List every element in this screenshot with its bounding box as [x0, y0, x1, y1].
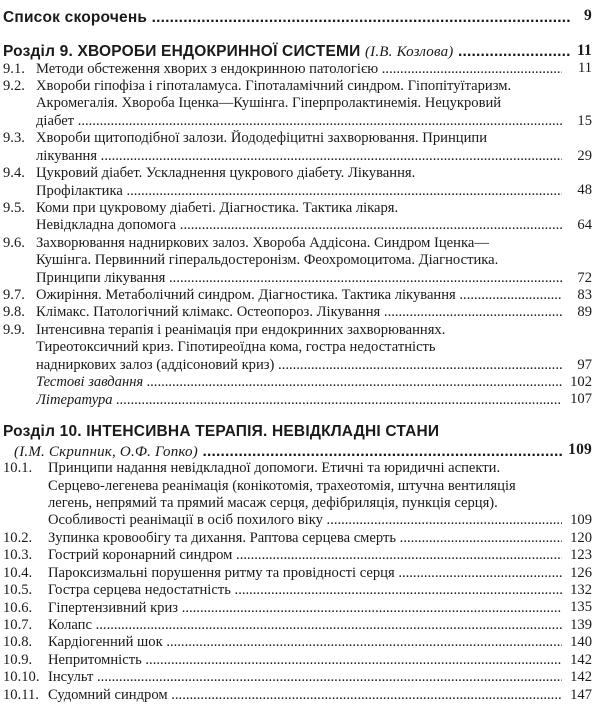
entry-line: надниркових залоз (аддісоновий криз) ..... — [36, 357, 562, 374]
entry-line: Профілактика ..... — [36, 183, 562, 200]
abbrev-title-line — [3, 7, 570, 28]
entry-line: Хвороби щитоподібної залози. Йододефіцитні захворювання. Принципи — [36, 130, 488, 147]
section-9-title-line — [3, 41, 570, 62]
entry-line: Методи обстеження хворих з ендокринною патологією ..... — [36, 61, 562, 78]
entry-page: 48 — [577, 182, 592, 199]
entry-line: лікування ..... — [36, 148, 562, 165]
entry-line: Судомний синдром ..... — [48, 687, 562, 704]
entry-line: Кушінга. Первинний гіперальдостеронізм. Феохромоцитома. Діагностика. — [36, 252, 499, 269]
entry-page: 89 — [577, 304, 592, 321]
entry-line: Пароксизмальні порушення ритму та провідності серця ..... — [48, 565, 562, 582]
entry-line: легень, непрямий та прямий масаж серця, дефібриляція, пункція серця). — [48, 494, 498, 511]
entry-page: 142 — [570, 669, 592, 686]
toc-entry-9-3[interactable] — [0, 130, 600, 165]
section-9-page: 11 — [576, 41, 592, 59]
entry-line: Тиреотоксичний криз. Гіпотиреоїдна кома, гостра недостатність — [36, 339, 436, 356]
entry-page: 102 — [570, 374, 592, 391]
entry-page: 120 — [570, 529, 592, 546]
section-10-author: (І.М. Скрипник, О.Ф. Гопко) — [14, 443, 198, 460]
section-10-title: ІНТЕНСИВНА ТЕРАПІЯ. НЕВІДКЛАДНІ СТАНИ — [86, 423, 440, 440]
entry-line: Зупинка кровообігу та дихання. Раптова серцева смерть ..... — [48, 530, 562, 547]
entry-page: 109 — [570, 512, 592, 529]
entry-line: Гострий коронарний синдром ..... — [48, 547, 562, 564]
section-10-author-row[interactable] — [0, 441, 600, 461]
entry-number: 9.3. — [3, 130, 25, 147]
entry-page: 140 — [570, 634, 592, 651]
entry-line: Невідкладна допомога ..... — [36, 217, 562, 234]
entry-line: Інсульт ..... — [48, 669, 562, 686]
toc-entry-9-7[interactable] — [0, 287, 600, 304]
entry-number: 10.11. — [3, 686, 39, 703]
toc-entry-10-9[interactable] — [0, 652, 600, 669]
entry-line: Література ..... — [36, 392, 562, 409]
section-10-title-line — [3, 421, 592, 442]
section-10-page: 109 — [568, 441, 592, 459]
entry-line: Принципи лікування ..... — [36, 270, 562, 287]
entry-number: 10.2. — [3, 529, 33, 546]
entry-number: 9.7. — [3, 287, 25, 303]
entry-page: 142 — [570, 651, 592, 668]
entry-line: Принципи надання невідкладної допомоги. Етичні та юридичні аспекти. — [48, 460, 501, 477]
section-9-author: (І.В. Козлова) — [364, 44, 454, 60]
entry-page: 11 — [577, 60, 592, 77]
section-9-header[interactable] — [0, 41, 600, 61]
entry-page: 64 — [577, 217, 592, 234]
toc-entry-9-6[interactable] — [0, 235, 600, 287]
entry-line: діабет ..... — [36, 113, 562, 130]
toc-entry-9-1[interactable] — [0, 61, 600, 78]
entry-number: 10.3. — [3, 547, 33, 564]
entry-line: Інтенсивна терапія і реанімація при ендокринних захворюваннях. — [36, 321, 446, 338]
entry-number: 10.8. — [3, 634, 33, 651]
entry-line: Особливості реанімації в осіб похилого віку ..... — [48, 512, 562, 529]
section-9-label: Розділ 9. — [3, 43, 73, 60]
entry-line: Серцево-легенева реанімація (конікотомія, трахеотомія, штучна вентиляція — [48, 477, 516, 494]
entry-page: 135 — [570, 599, 592, 616]
entry-page: 139 — [570, 616, 592, 633]
toc-entry-tests[interactable] — [0, 374, 600, 391]
entry-number: 9.5. — [3, 199, 25, 216]
entry-number: 9.9. — [3, 321, 25, 338]
entry-number: 9.8. — [3, 304, 25, 321]
entry-number: 10.1. — [3, 460, 33, 477]
entry-line: Колапс ..... — [48, 617, 562, 634]
toc-abbreviations[interactable] — [0, 7, 600, 27]
entry-number: 9.6. — [3, 234, 25, 251]
entry-page: 97 — [577, 356, 592, 373]
toc-entry-10-3[interactable] — [0, 547, 600, 564]
entry-line: Непритомність ..... — [48, 652, 562, 669]
entry-page: 83 — [577, 286, 592, 303]
section-10-author-line — [14, 441, 562, 462]
entry-page: 15 — [577, 112, 592, 129]
entry-line: Гіпертензивний криз ..... — [48, 600, 562, 617]
section-9-title: ХВОРОБИ ЕНДОКРИННОЇ СИСТЕМИ — [77, 43, 361, 60]
entry-line: Ожиріння. Метаболічний синдром. Діагностика. Тактика лікування ..... — [36, 287, 562, 304]
entry-number: 10.7. — [3, 616, 33, 633]
entry-page: 29 — [577, 147, 592, 164]
entry-number: 10.6. — [3, 599, 33, 616]
entry-line: Кардіогенний шок ..... — [48, 634, 562, 651]
toc-entry-10-6[interactable] — [0, 600, 600, 617]
entry-number: 10.5. — [3, 582, 33, 599]
toc-entry-10-2[interactable] — [0, 530, 600, 547]
entry-line: Хвороби гіпофіза і гіпоталамуса. Гіпоталамічний синдром. Гіпопітуїтаризм. — [36, 78, 512, 94]
entry-line: Коми при цукровому діабеті. Діагностика. Тактика лікаря. — [36, 199, 399, 216]
section-10-header[interactable] — [0, 421, 600, 441]
toc-entry-10-8[interactable] — [0, 634, 600, 651]
toc-entry-9-8[interactable] — [0, 304, 600, 321]
entry-line: Цукровий діабет. Ускладнення цукрового діабету. Лікування. — [36, 165, 416, 182]
entry-line: Тестові завдання ..... — [36, 374, 562, 391]
toc-entry-9-9[interactable] — [0, 322, 600, 374]
entry-number: 10.4. — [3, 564, 33, 581]
toc-entry-10-10[interactable] — [0, 669, 600, 686]
entry-number: 9.4. — [3, 165, 25, 182]
toc-entry-10-7[interactable] — [0, 617, 600, 634]
entry-line: Акромегалія. Хвороба Іценка—Кушінга. Гіперпролактинемія. Нецукровий — [36, 95, 502, 112]
entry-number: 9.2. — [3, 78, 25, 94]
toc-entry-10-4[interactable] — [0, 565, 600, 582]
toc-entry-literature[interactable] — [0, 392, 600, 409]
entry-number: 10.9. — [3, 651, 33, 668]
toc-entry-9-2[interactable] — [0, 78, 600, 130]
entry-line: Гостра серцева недостатність ..... — [48, 582, 562, 599]
entry-page: 147 — [570, 686, 592, 703]
toc-entry-9-4[interactable] — [0, 165, 600, 200]
entry-page: 107 — [570, 391, 592, 408]
entry-line: Клімакс. Патологічний клімакс. Остеопороз. Лікування ..... — [36, 304, 562, 321]
entry-line: Захворювання надниркових залоз. Хвороба Аддісона. Синдром Іценка— — [36, 234, 489, 251]
section-10-label: Розділ 10. — [3, 423, 82, 440]
entry-number: 10.10. — [3, 669, 40, 686]
entry-page: 126 — [570, 564, 592, 581]
toc-entry-10-1[interactable] — [0, 460, 600, 530]
entry-page: 123 — [570, 547, 592, 564]
entry-page: 132 — [570, 582, 592, 599]
abbrev-page: 9 — [584, 7, 592, 25]
toc-entry-10-5[interactable] — [0, 582, 600, 599]
entry-page: 72 — [577, 269, 592, 286]
abbrev-title: Список скорочень — [3, 8, 148, 26]
toc-entry-9-5[interactable] — [0, 200, 600, 235]
entry-number: 9.1. — [3, 60, 25, 77]
toc-entry-10-11[interactable] — [0, 687, 600, 704]
